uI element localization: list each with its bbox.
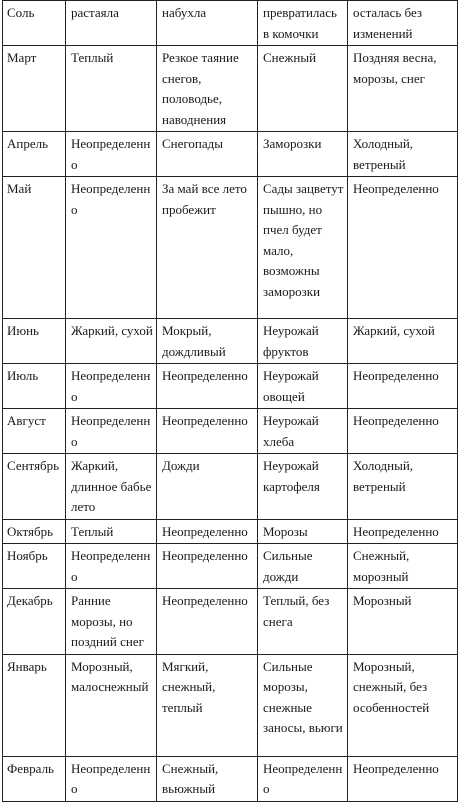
month-cell: Июнь [3,319,66,364]
table-body [3,46,458,802]
lumps-cell: Морозы [258,519,348,544]
swelled-cell: Неопределенно [157,409,258,454]
lumps-cell: Сады зацветут пышно, но пчел будет мало, возможны заморозки [258,177,348,319]
swelled-cell: Мокрый, дождливый [157,319,258,364]
melted-cell: Неопределенно [66,409,157,454]
melted-cell: Неопределенно [66,177,157,319]
swelled-cell: Неопределенно [157,519,258,544]
unchanged-cell: Неопределенно [348,364,458,409]
lumps-cell: Теплый, без снега [258,589,348,655]
table-row [3,454,458,520]
swelled-cell: Мягкий, снежный, теплый [157,654,258,756]
month-cell: Август [3,409,66,454]
swelled-cell: Снежный, вьюжный [157,756,258,801]
melted-cell: Жаркий, длинное бабье лето [66,454,157,520]
lumps-cell: Неурожай овощей [258,364,348,409]
unchanged-cell: Холодный, ветреный [348,454,458,520]
unchanged-cell: Неопределенно [348,519,458,544]
month-cell: Июль [3,364,66,409]
lumps-cell: Заморозки [258,132,348,177]
month-cell: Май [3,177,66,319]
swelled-cell: Дожди [157,454,258,520]
table-header-row [3,1,458,46]
month-cell: Октябрь [3,519,66,544]
swelled-cell: Снегопады [157,132,258,177]
lumps-cell: Неурожай картофеля [258,454,348,520]
month-cell: Апрель [3,132,66,177]
unchanged-cell: Неопределенно [348,409,458,454]
lumps-cell: Сильные дожди [258,544,348,589]
forecast-table [2,0,458,802]
melted-cell: Неопределенно [66,756,157,801]
unchanged-cell: Неопределенно [348,756,458,801]
header-cell-salt: Соль [3,1,66,46]
table-row [3,756,458,801]
table-row [3,654,458,756]
swelled-cell: Неопределенно [157,364,258,409]
melted-cell: Морозный, малоснежный [66,654,157,756]
table-row [3,319,458,364]
unchanged-cell: Поздняя весна, морозы, снег [348,46,458,132]
melted-cell: Неопределенно [66,132,157,177]
header-cell-melted: растаяла [66,1,157,46]
swelled-cell: Неопределенно [157,589,258,655]
melted-cell: Неопределенно [66,544,157,589]
table-row [3,177,458,319]
melted-cell: Ранние морозы, но поздний снег [66,589,157,655]
lumps-cell: Сильные морозы, снежные заносы, вьюги [258,654,348,756]
swelled-cell: За май все лето пробежит [157,177,258,319]
swelled-cell: Резкое таяние снегов, половодье, наводнения [157,46,258,132]
lumps-cell: Неурожай фруктов [258,319,348,364]
header-cell-unchanged: осталась без изменений [348,1,458,46]
lumps-cell: Снежный [258,46,348,132]
unchanged-cell: Неопределенно [348,177,458,319]
table-row [3,46,458,132]
melted-cell: Теплый [66,519,157,544]
unchanged-cell: Жаркий, сухой [348,319,458,364]
table-row [3,132,458,177]
melted-cell: Неопределенно [66,364,157,409]
table-row [3,519,458,544]
month-cell: Ноябрь [3,544,66,589]
lumps-cell: Неурожай хлеба [258,409,348,454]
unchanged-cell: Холодный, ветреный [348,132,458,177]
table-row [3,544,458,589]
header-cell-lumps: превратилась в комочки [258,1,348,46]
month-cell: Январь [3,654,66,756]
month-cell: Декабрь [3,589,66,655]
header-cell-swelled: набухла [157,1,258,46]
month-cell: Сентябрь [3,454,66,520]
month-cell: Март [3,46,66,132]
unchanged-cell: Снежный, морозный [348,544,458,589]
melted-cell: Жаркий, сухой [66,319,157,364]
unchanged-cell: Морозный [348,589,458,655]
unchanged-cell: Морозный, снежный, без особенностей [348,654,458,756]
month-cell: Февраль [3,756,66,801]
lumps-cell: Неопределенно [258,756,348,801]
table-row [3,589,458,655]
melted-cell: Теплый [66,46,157,132]
table-row [3,409,458,454]
swelled-cell: Неопределенно [157,544,258,589]
table-row [3,364,458,409]
